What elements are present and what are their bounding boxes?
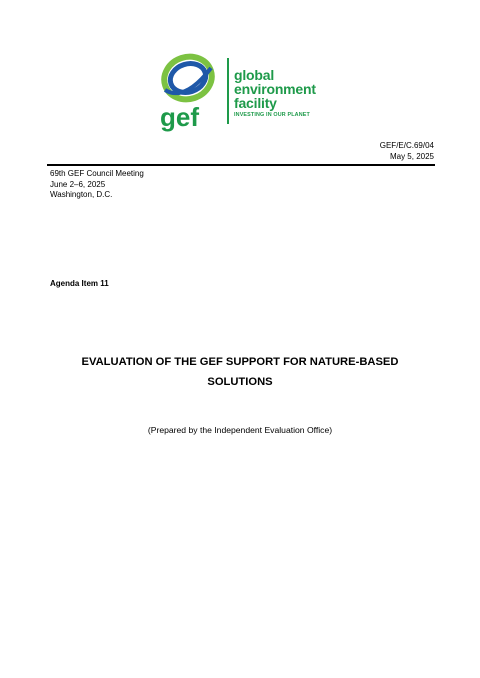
logo-tagline: INVESTING IN OUR PLANET: [234, 112, 310, 118]
logo-divider: [227, 58, 229, 124]
meeting-location: Washington, D.C.: [50, 190, 113, 199]
logo-word-facility: facility: [234, 95, 277, 111]
meeting-name: 69th GEF Council Meeting: [50, 169, 144, 178]
logo-word-global: global: [234, 67, 275, 83]
document-code: GEF/E/C.69/04: [379, 141, 434, 150]
document-title-line-1: EVALUATION OF THE GEF SUPPORT FOR NATURE-BASED: [81, 356, 399, 368]
gef-globe-icon: [155, 52, 221, 132]
gef-mark-text: gef: [160, 102, 199, 132]
header-rule: [47, 164, 435, 166]
logo-wordmark: [234, 68, 316, 118]
gef-logo: [155, 52, 345, 132]
logo-word-environment: environment: [234, 81, 316, 97]
document-title-line-2: SOLUTIONS: [207, 376, 273, 388]
document-date: May 5, 2025: [389, 152, 434, 161]
document-reference: [380, 140, 434, 162]
meeting-info: [50, 169, 144, 201]
prepared-by: (Prepared by the Independent Evaluation Office): [147, 425, 333, 435]
agenda-item: Agenda Item 11: [50, 279, 109, 288]
meeting-dates: June 2–6, 2025: [50, 179, 106, 189]
document-title: [40, 352, 440, 392]
